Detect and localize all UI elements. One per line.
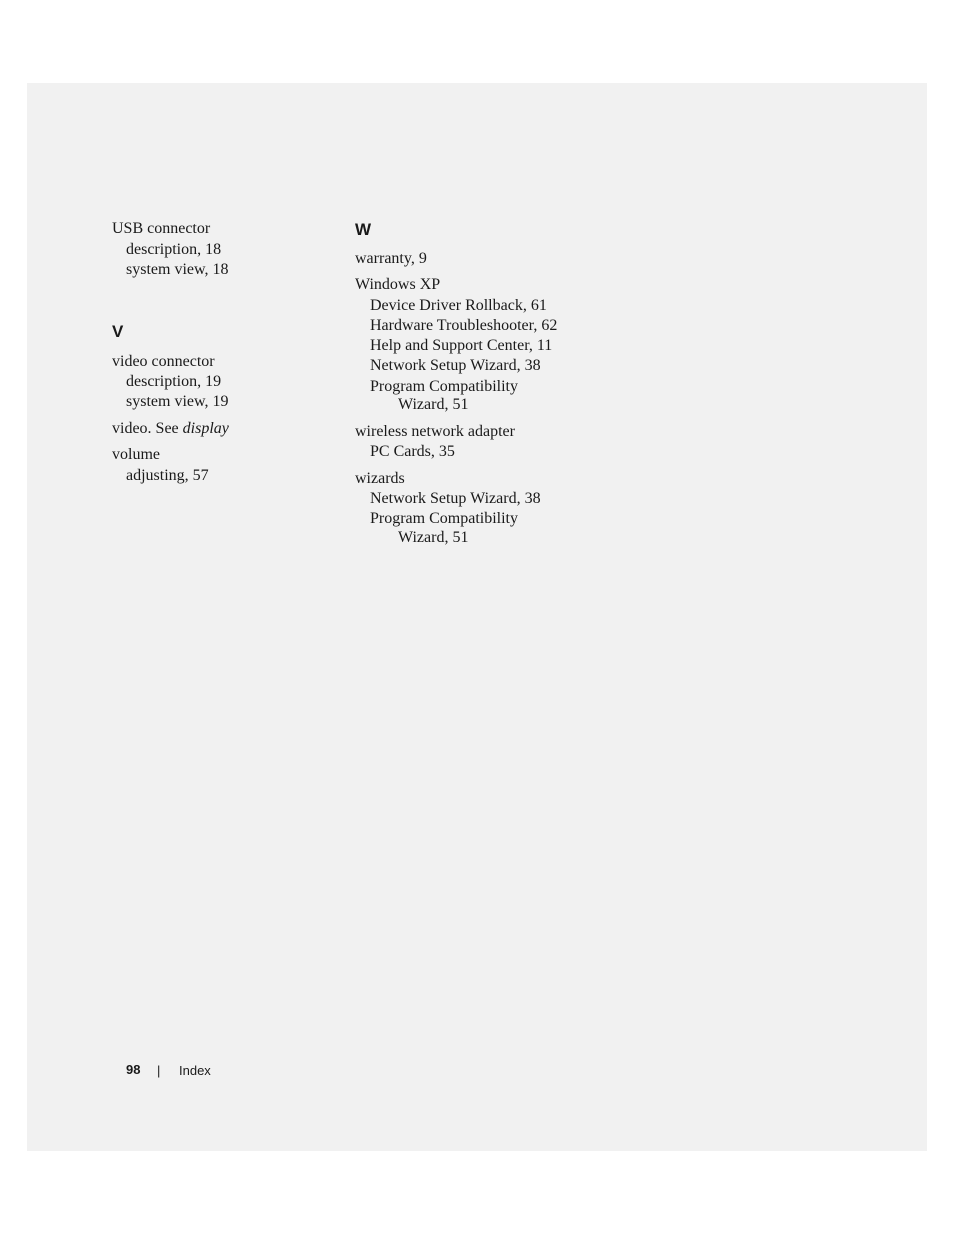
index-term-wireless-network-adapter: wireless network adapter	[355, 423, 515, 440]
index-subentry: Hardware Troubleshooter, 62	[370, 317, 558, 334]
index-subentry: system view, 18	[126, 261, 229, 278]
index-subentry: Network Setup Wizard, 38	[370, 490, 541, 507]
index-subentry: Help and Support Center, 11	[370, 337, 553, 354]
index-term-warranty: warranty, 9	[355, 250, 427, 267]
see-prefix: video. See	[112, 420, 183, 437]
index-subentry: description, 19	[126, 373, 222, 390]
section-letter-v: V	[112, 322, 124, 341]
index-subentry: Device Driver Rollback, 61	[370, 297, 547, 314]
section-letter-w: W	[355, 220, 372, 239]
index-subentry: adjusting, 57	[126, 467, 209, 484]
cross-reference-display: display	[182, 420, 229, 437]
index-term-volume: volume	[112, 446, 160, 463]
index-term-wizards: wizards	[355, 470, 405, 487]
index-subentry: Network Setup Wizard, 38	[370, 357, 541, 374]
index-subentry: Program Compatibility	[370, 378, 518, 395]
index-term-video-connector: video connector	[112, 353, 215, 370]
index-subentry-continuation: Wizard, 51	[398, 396, 469, 413]
index-subentry-continuation: Wizard, 51	[398, 529, 469, 546]
index-subentry: PC Cards, 35	[370, 443, 455, 460]
index-term-windows-xp: Windows XP	[355, 276, 441, 293]
index-subentry: Program Compatibility	[370, 510, 518, 527]
footer-separator: |	[157, 1063, 161, 1078]
footer-section-title: Index	[179, 1063, 211, 1078]
index-term-usb-connector: USB connector	[112, 220, 211, 237]
index-subentry: description, 18	[126, 241, 222, 258]
index-subentry: system view, 19	[126, 393, 229, 410]
index-term-video-see	[112, 419, 229, 439]
page-number: 98	[126, 1062, 141, 1077]
